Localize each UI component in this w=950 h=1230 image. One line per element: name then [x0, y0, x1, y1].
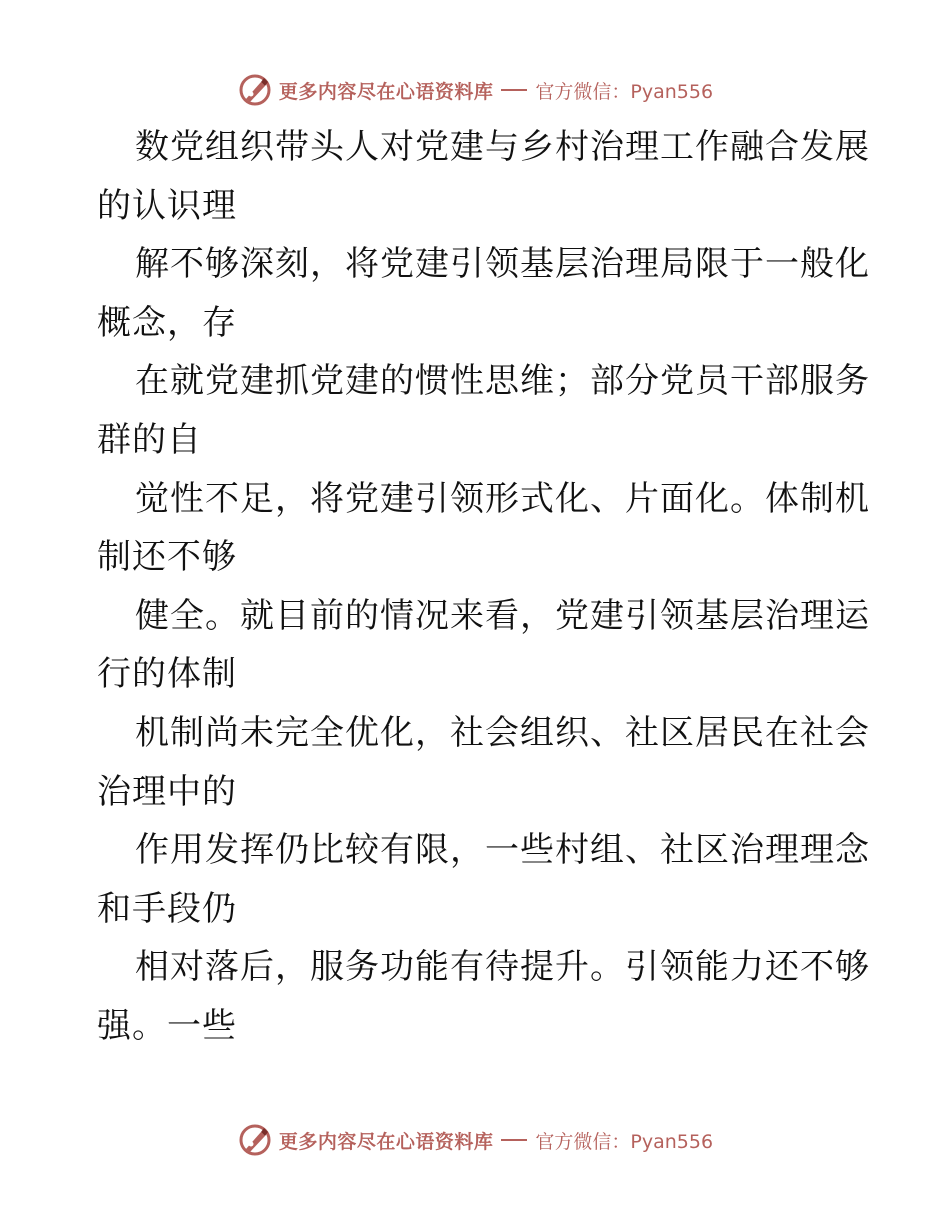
text-line: 觉性不足，将党建引领形式化、片面化。体制机 [135, 478, 870, 519]
text-line: 的认识理 [97, 185, 237, 226]
text-line: 健全。就目前的情况来看，党建引领基层治理运 [135, 595, 870, 636]
pen-logo-icon [237, 72, 273, 108]
header-banner-separator [501, 89, 527, 91]
text-line: 作用发挥仍比较有限，一些村组、社区治理理念 [135, 830, 870, 871]
footer-banner-separator [501, 1139, 527, 1141]
pen-logo-icon [237, 1122, 273, 1158]
footer-banner-title: 更多内容尽在心语资料库 [278, 1130, 494, 1153]
footer-banner-wechat: 官方微信：Pyan556 [535, 1130, 714, 1153]
text-line: 数党组织带头人对党建与乡村治理工作融合发展 [135, 127, 870, 167]
header-banner [0, 70, 950, 110]
footer-banner [0, 1120, 950, 1160]
document-body [97, 118, 870, 1056]
text-line: 在就党建抓党建的惯性思维；部分党员干部服务 [135, 361, 870, 402]
text-line: 相对落后，服务功能有待提升。引领能力还不够 [135, 947, 870, 988]
text-line: 解不够深刻，将党建引领基层治理局限于一般化 [135, 244, 870, 285]
text-line: 治理中的 [97, 771, 237, 812]
header-banner-wechat: 官方微信：Pyan556 [535, 80, 714, 103]
header-banner-title: 更多内容尽在心语资料库 [278, 80, 494, 103]
text-line: 机制尚未完全优化，社会组织、社区居民在社会 [135, 712, 870, 753]
text-line: 制还不够 [97, 537, 237, 578]
text-line: 群的自 [97, 419, 202, 460]
text-line: 概念，存 [97, 302, 237, 343]
text-line: 行的体制 [97, 654, 237, 695]
text-line: 和手段仍 [97, 888, 237, 929]
text-line: 强。一些 [97, 1005, 237, 1046]
